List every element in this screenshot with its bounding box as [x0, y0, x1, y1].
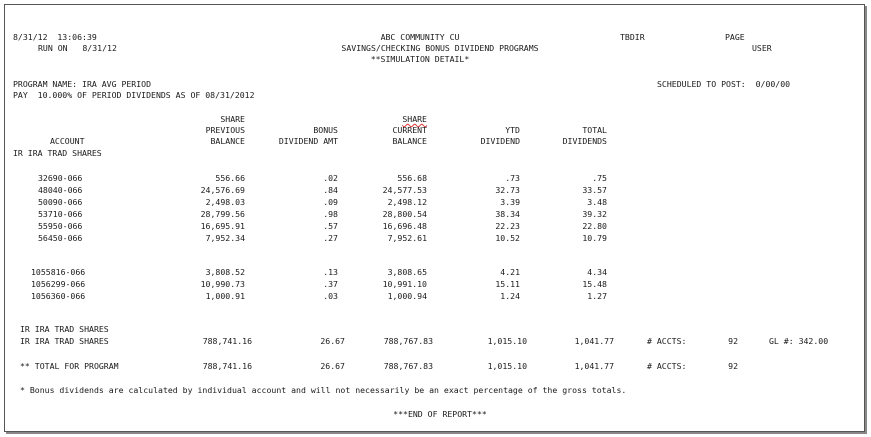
report-subtitle: **SIMULATION DETAIL*	[370, 54, 470, 64]
program-total-prev: 788,741.16	[202, 361, 252, 371]
account-number: 32690-066	[38, 173, 83, 183]
report-title: SAVINGS/CHECKING BONUS DIVIDEND PROGRAMS	[341, 43, 539, 53]
cell-total: 4.34	[587, 267, 607, 277]
cell-bonus: .03	[323, 291, 338, 301]
cell-total: 10.79	[582, 233, 607, 243]
institution-name: ABC COMMUNITY CU	[380, 32, 460, 42]
subtotal-label-2: IR IRA TRAD SHARES	[20, 336, 109, 346]
col-curr-header-1: SHARE	[402, 114, 427, 124]
account-number: 55950-066	[38, 221, 83, 231]
scheduled-to-post: SCHEDULED TO POST: 0/00/00	[657, 79, 791, 89]
cell-prev: 2,498.03	[205, 197, 245, 207]
cell-curr: 16,696.48	[382, 221, 427, 231]
subtotal-accts-label: # ACCTS:	[647, 336, 687, 346]
cell-total: .75	[592, 173, 607, 183]
run-on-date: RUN ON 8/31/12	[38, 43, 117, 53]
tbdir-label: TBDIR	[620, 32, 645, 42]
cell-ytd: 22.23	[495, 221, 520, 231]
subtotal-label-1: IR IRA TRAD SHARES	[20, 324, 109, 334]
group-label: IR IRA TRAD SHARES	[13, 148, 102, 158]
account-number: 1056360-066	[31, 291, 86, 301]
cell-total: 1.27	[587, 291, 607, 301]
col-bonus-header-2: DIVIDEND AMT	[278, 136, 338, 146]
col-curr-header-2: CURRENT	[392, 125, 427, 135]
cell-bonus: .57	[323, 221, 338, 231]
cell-prev: 16,695.91	[200, 221, 245, 231]
subtotal-prev: 788,741.16	[202, 336, 252, 346]
col-ytd-header-1: YTD	[505, 125, 520, 135]
program-total-accts: 92	[728, 361, 738, 371]
cell-ytd: 10.52	[495, 233, 520, 243]
end-of-report: ***END OF REPORT***	[393, 409, 487, 419]
col-prev-header-2: PREVIOUS	[205, 125, 245, 135]
cell-prev: 556.66	[215, 173, 245, 183]
cell-bonus: .09	[323, 197, 338, 207]
cell-bonus: .13	[323, 267, 338, 277]
cell-curr: 10,991.10	[382, 279, 427, 289]
page-label: PAGE	[725, 32, 745, 42]
cell-total: 15.48	[582, 279, 607, 289]
cell-ytd: 38.34	[495, 209, 520, 219]
program-total-bonus: 26.67	[320, 361, 345, 371]
cell-bonus: .27	[323, 233, 338, 243]
col-bonus-header-1: BONUS	[313, 125, 338, 135]
subtotal-gl: GL #: 342.00	[769, 336, 829, 346]
col-account-header: ACCOUNT	[50, 136, 85, 146]
pay-line: PAY 10.000% OF PERIOD DIVIDENDS AS OF 08/31/2012	[13, 90, 255, 100]
account-number: 48040-066	[38, 185, 83, 195]
col-prev-header-3: BALANCE	[210, 136, 245, 146]
account-number: 56450-066	[38, 233, 83, 243]
cell-curr: 24,577.53	[382, 185, 427, 195]
cell-bonus: .84	[323, 185, 338, 195]
col-curr-header-3: BALANCE	[392, 136, 427, 146]
col-total-header-1: TOTAL	[582, 125, 607, 135]
program-total-ytd: 1,015.10	[487, 361, 527, 371]
report-datetime: 8/31/12 13:06:39	[13, 32, 97, 42]
subtotal-curr: 788,767.83	[383, 336, 433, 346]
cell-total: 22.80	[582, 221, 607, 231]
cell-ytd: 3.39	[500, 197, 520, 207]
account-number: 50090-066	[38, 197, 83, 207]
cell-ytd: 15.11	[495, 279, 520, 289]
subtotal-bonus: 26.67	[320, 336, 345, 346]
col-ytd-header-2: DIVIDEND	[480, 136, 520, 146]
cell-curr: 556.68	[397, 173, 427, 183]
subtotal-ytd: 1,015.10	[487, 336, 527, 346]
cell-prev: 3,808.52	[205, 267, 245, 277]
cell-ytd: 1.24	[500, 291, 520, 301]
account-number: 1056299-066	[31, 279, 86, 289]
cell-prev: 24,576.69	[200, 185, 245, 195]
cell-curr: 3,808.65	[387, 267, 427, 277]
cell-prev: 10,990.73	[200, 279, 245, 289]
cell-total: 33.57	[582, 185, 607, 195]
cell-prev: 1,000.91	[205, 291, 245, 301]
cell-curr: 1,000.94	[387, 291, 427, 301]
account-number: 53710-066	[38, 209, 83, 219]
program-total-label: ** TOTAL FOR PROGRAM	[20, 361, 119, 371]
account-number: 1055816-066	[31, 267, 86, 277]
program-total-accts-label: # ACCTS:	[647, 361, 687, 371]
cell-prev: 28,799.56	[200, 209, 245, 219]
cell-bonus: .37	[323, 279, 338, 289]
subtotal-accts: 92	[728, 336, 738, 346]
program-total-total: 1,041.77	[574, 361, 614, 371]
cell-ytd: 32.73	[495, 185, 520, 195]
cell-curr: 2,498.12	[387, 197, 427, 207]
col-prev-header-1: SHARE	[220, 114, 245, 124]
cell-bonus: .98	[323, 209, 338, 219]
cell-total: 39.32	[582, 209, 607, 219]
footnote: * Bonus dividends are calculated by individual account and will not necessarily be an exact percentage of the gross totals.	[20, 385, 627, 395]
cell-ytd: .73	[505, 173, 520, 183]
user-label: USER	[752, 43, 772, 53]
cell-curr: 28,800.54	[382, 209, 427, 219]
cell-prev: 7,952.34	[205, 233, 245, 243]
program-name: PROGRAM NAME: IRA AVG PERIOD	[13, 79, 152, 89]
cell-curr: 7,952.61	[387, 233, 427, 243]
cell-ytd: 4.21	[500, 267, 520, 277]
cell-total: 3.48	[587, 197, 607, 207]
subtotal-total: 1,041.77	[574, 336, 614, 346]
col-total-header-2: DIVIDENDS	[562, 136, 607, 146]
program-total-curr: 788,767.83	[383, 361, 433, 371]
cell-bonus: .02	[323, 173, 338, 183]
